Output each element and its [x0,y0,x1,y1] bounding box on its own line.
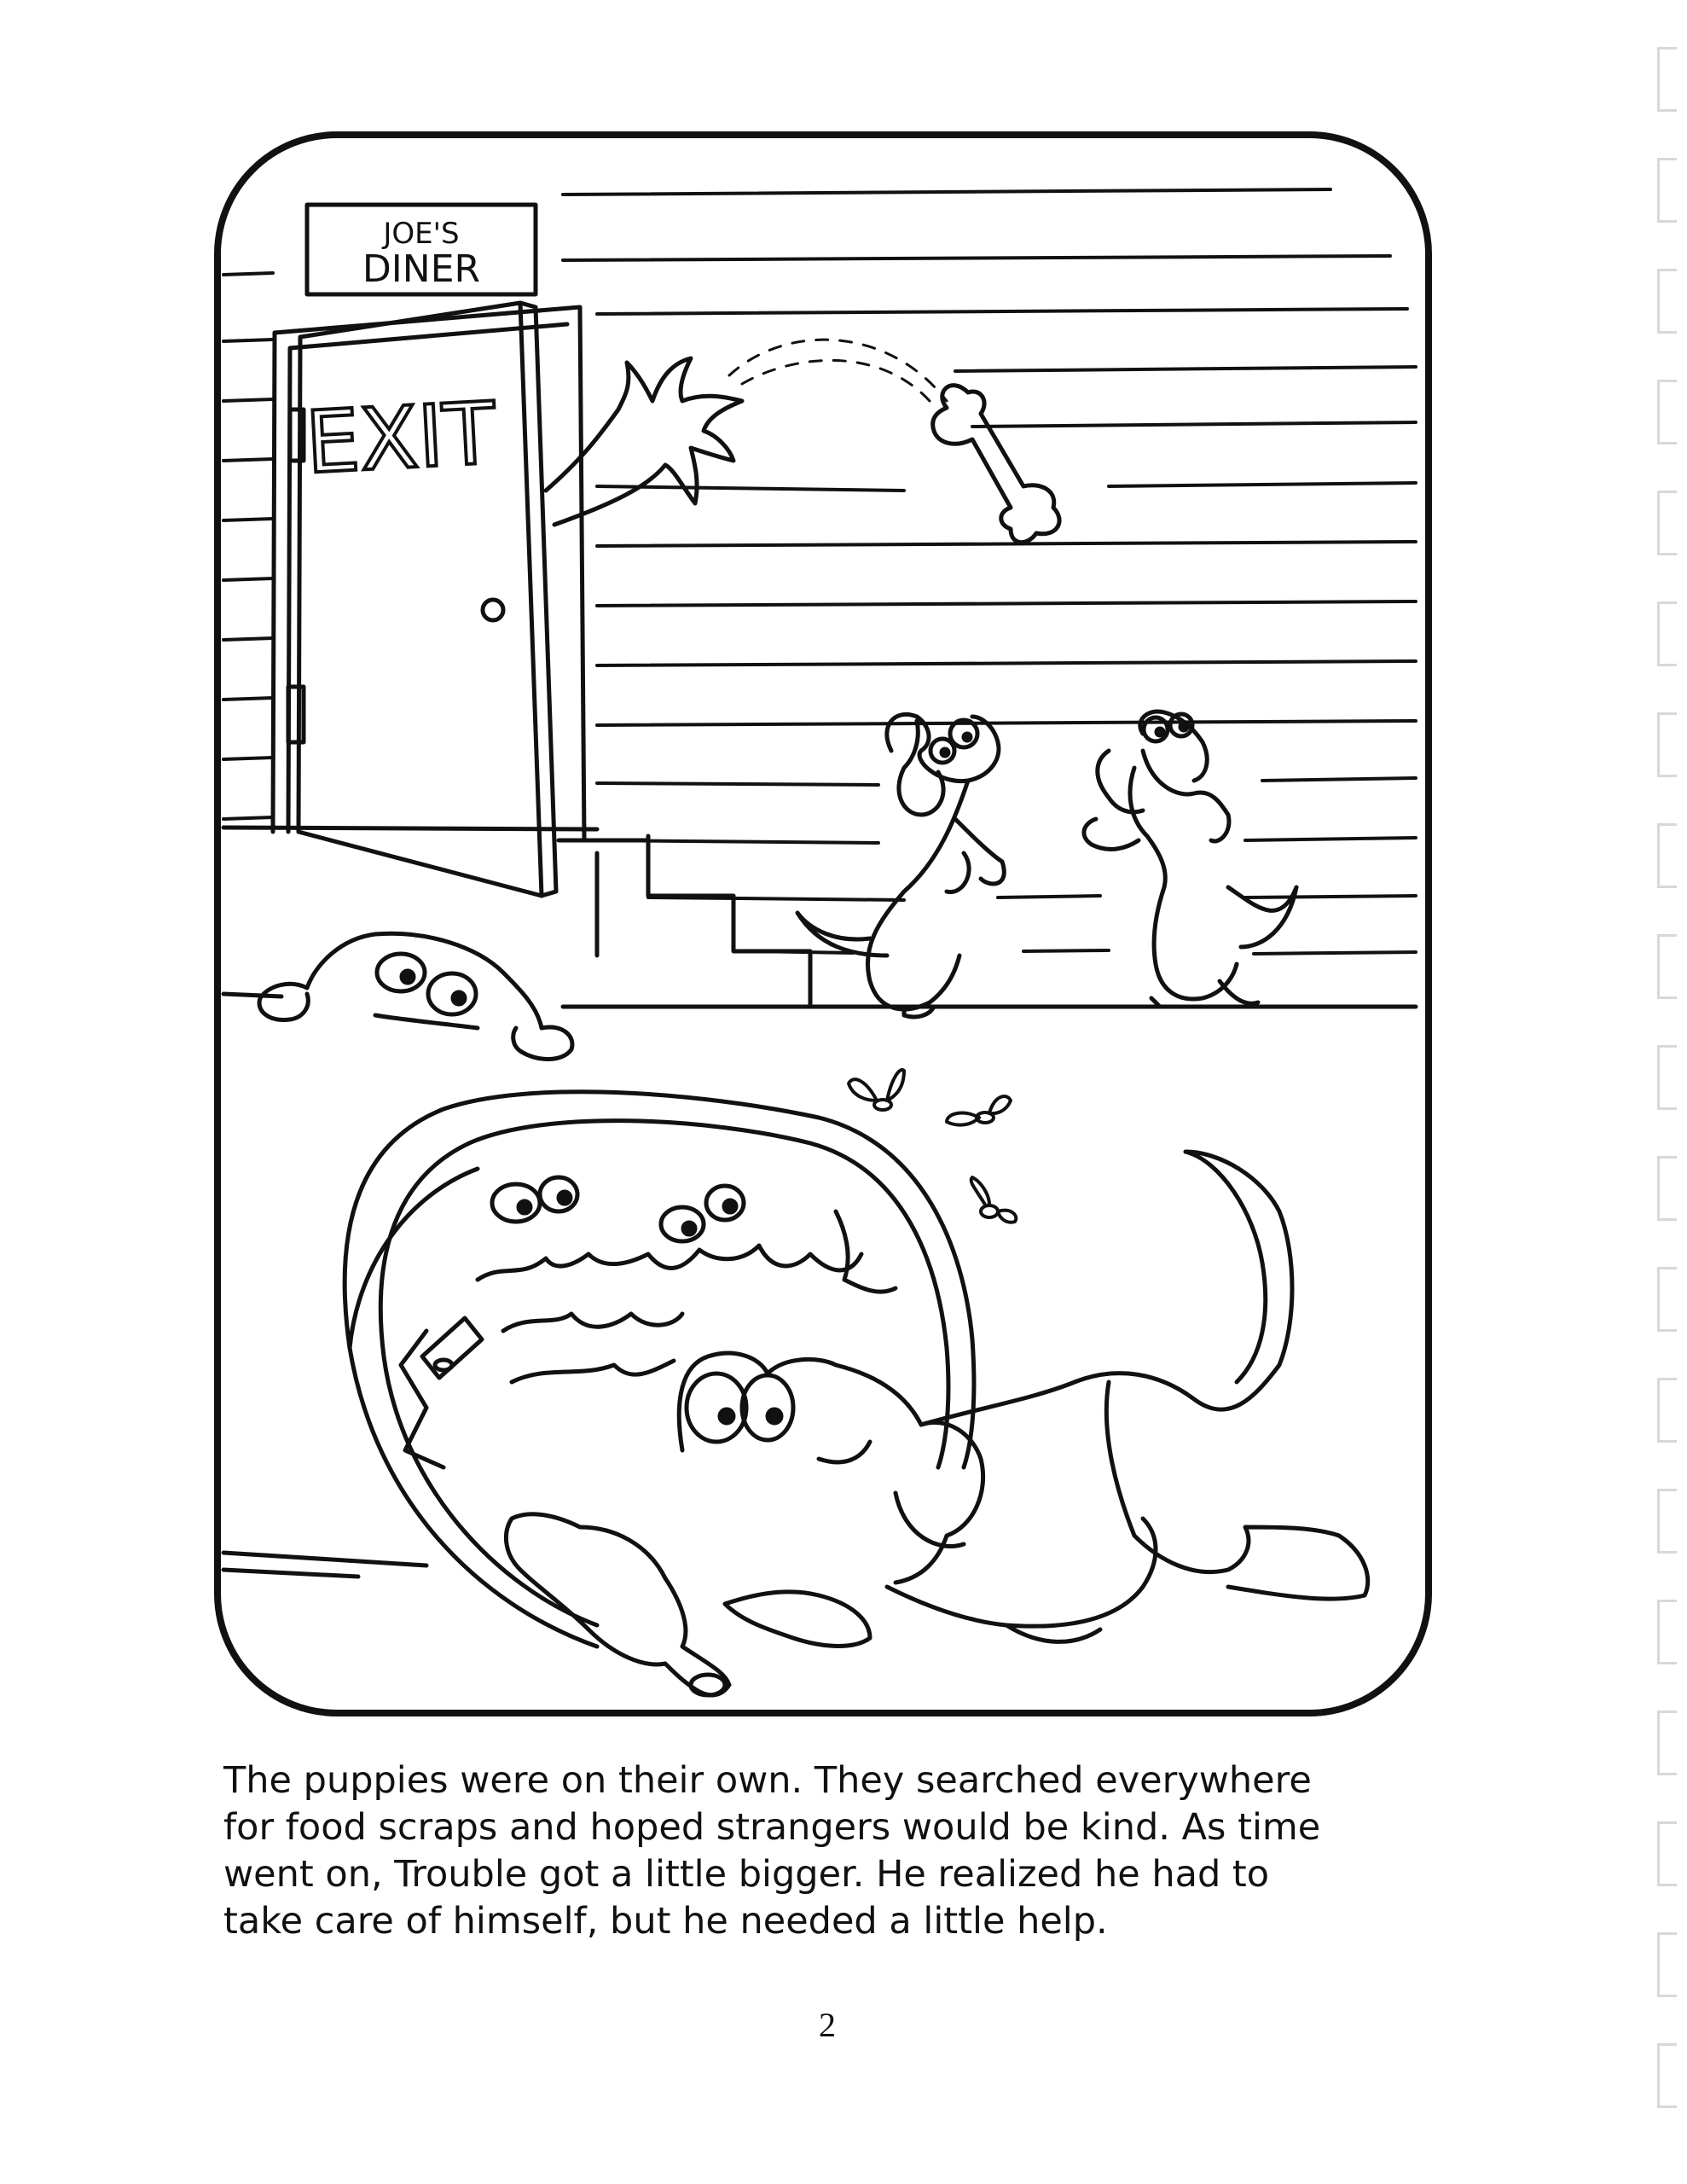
door-knob [483,600,503,620]
flies [849,1070,1016,1223]
door-hinge-top [290,410,304,461]
caption-line: take care of himself, but he needed a little help. [223,1900,1108,1943]
puppy-right [1084,712,1296,1007]
page-number: 2 [819,2006,836,2044]
peeking-puppy [259,933,572,1059]
story-caption [223,1757,1435,1945]
diner-sign-line2: DINER [362,247,481,291]
caption-line: The puppies were on their own. They searched everywhere [223,1759,1312,1802]
trash-can [345,1092,974,1695]
bottle [506,1514,729,1695]
stairs [559,840,810,1007]
wall-siding [223,189,1416,954]
binding-margin-marks [1636,0,1687,2184]
exit-sign: EXIT [303,383,498,493]
caption-line: went on, Trouble got a little bigger. He realized he had to [223,1853,1270,1896]
throwing-arm [546,358,742,525]
bone [933,386,1059,543]
trouble-dog [679,1152,1368,1646]
puppy-left [797,714,1004,1017]
caption-line: for food scraps and hoped strangers would be kind. As time [223,1806,1321,1849]
diner-sign-line1: JOE'S [383,217,460,251]
bone-trajectory [729,340,947,401]
illustration-frame [217,135,1429,1713]
